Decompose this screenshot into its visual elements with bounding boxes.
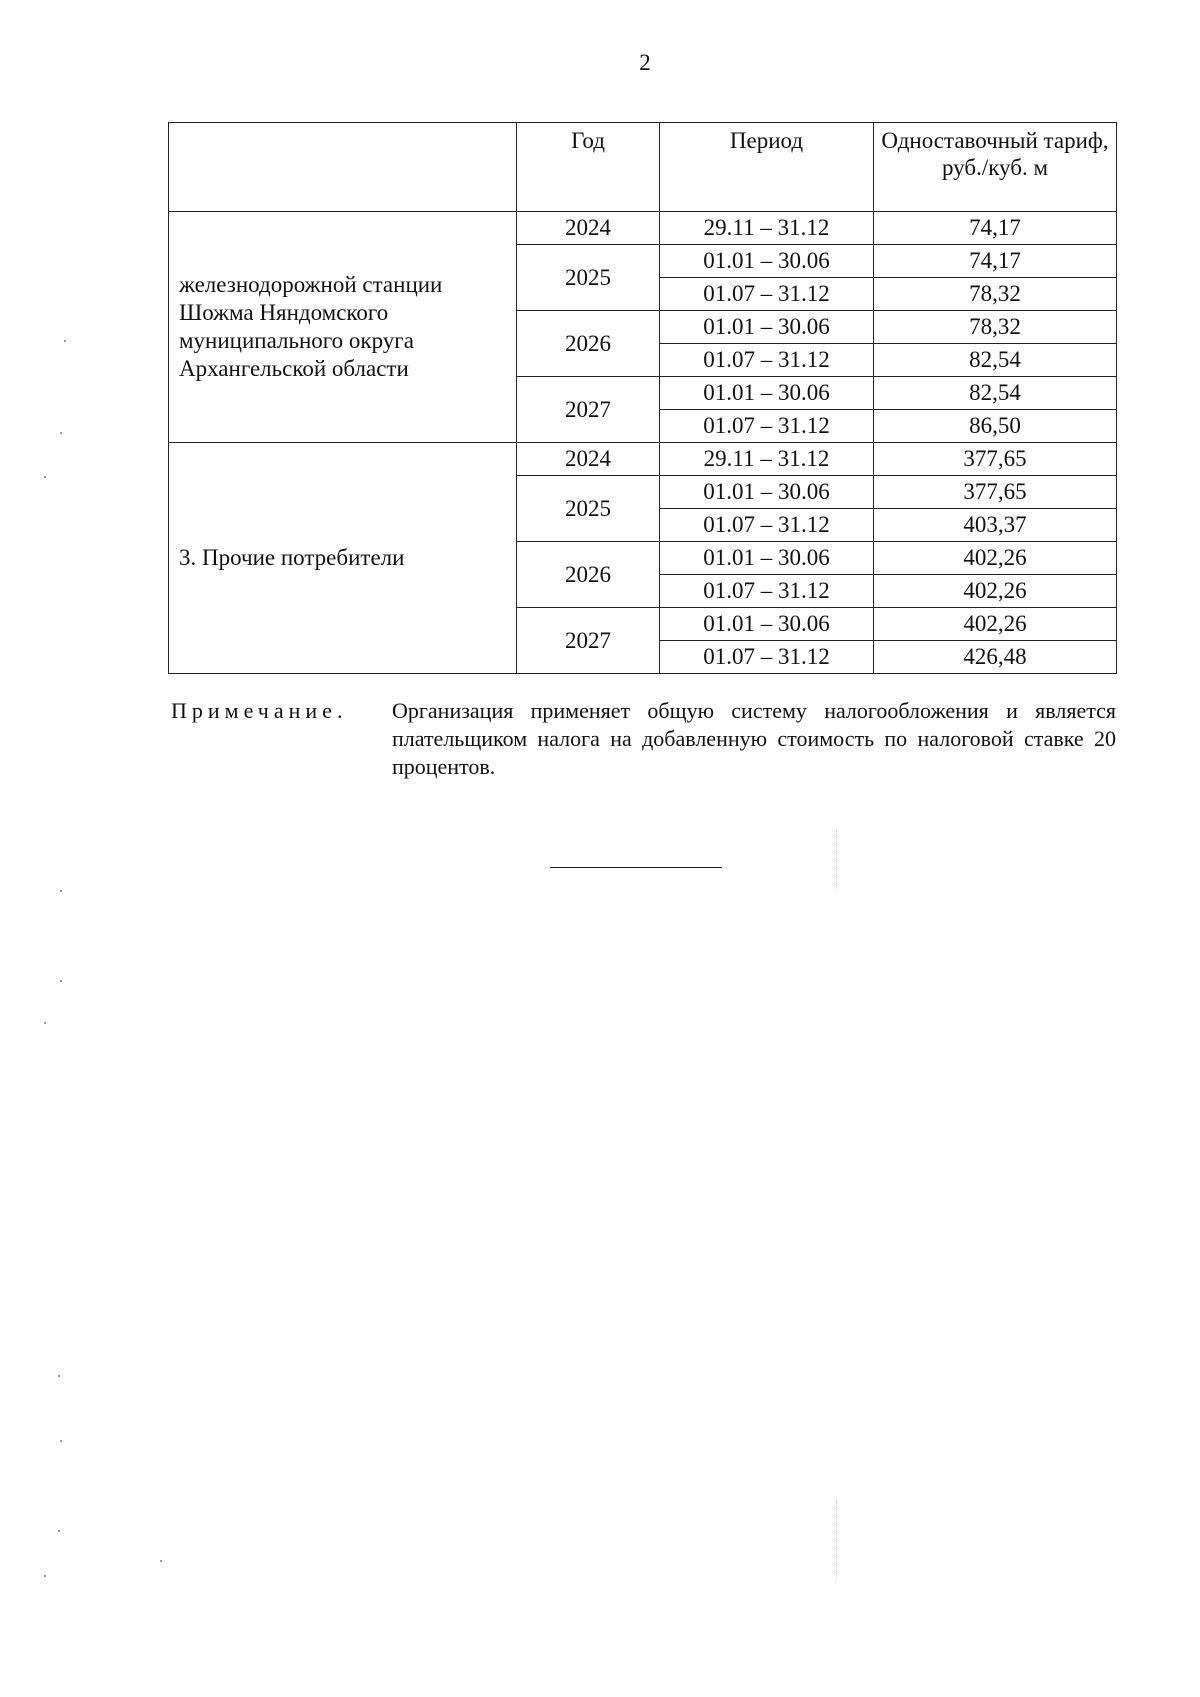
tariff-cell: 82,54 [874, 344, 1117, 377]
scan-speck [44, 1022, 46, 1024]
scan-artifact [836, 1500, 837, 1580]
scan-speck [58, 1375, 60, 1377]
scan-speck [60, 432, 62, 434]
tariff-cell: 74,17 [874, 245, 1117, 278]
period-cell: 01.07 – 31.12 [660, 641, 874, 674]
period-cell: 01.01 – 30.06 [660, 608, 874, 641]
period-cell: 01.07 – 31.12 [660, 278, 874, 311]
scan-speck [60, 890, 62, 892]
period-cell: 01.01 – 30.06 [660, 245, 874, 278]
tariff-cell: 402,26 [874, 608, 1117, 641]
tariff-table [168, 122, 1117, 674]
tariff-cell: 402,26 [874, 542, 1117, 575]
period-cell: 01.01 – 30.06 [660, 476, 874, 509]
table-row [169, 443, 1117, 476]
header-period: Период [660, 123, 874, 212]
consumer-cell: 3. Прочие потребители [169, 443, 517, 674]
note-text: Организация применяет общую систему налогообложения и является плательщиком налога на добавленную стоимость по налоговой ставке 20 процентов. [392, 698, 1116, 779]
consumer-cell: железнодорожной станции Шожма Няндомского муниципального округа Архангельской области [169, 212, 517, 443]
header-consumer [169, 123, 517, 212]
period-cell: 01.01 – 30.06 [660, 311, 874, 344]
tariff-cell: 403,37 [874, 509, 1117, 542]
scan-speck [64, 340, 66, 342]
header-year: Год [517, 123, 660, 212]
year-cell: 2024 [517, 212, 660, 245]
year-cell: 2025 [517, 476, 660, 542]
period-cell: 01.01 – 30.06 [660, 542, 874, 575]
tariff-cell: 86,50 [874, 410, 1117, 443]
scan-speck [44, 476, 46, 478]
note-label: Примечание. [171, 698, 348, 723]
tariff-cell: 78,32 [874, 311, 1117, 344]
year-cell: 2027 [517, 608, 660, 674]
scan-speck [44, 1575, 46, 1577]
scan-speck [160, 1560, 162, 1562]
table-header-row [169, 123, 1117, 212]
year-cell: 2024 [517, 443, 660, 476]
period-cell: 01.07 – 31.12 [660, 410, 874, 443]
scan-speck [60, 1440, 62, 1442]
closing-line [550, 867, 722, 868]
year-cell: 2025 [517, 245, 660, 311]
tariff-cell: 426,48 [874, 641, 1117, 674]
year-cell: 2027 [517, 377, 660, 443]
year-cell: 2026 [517, 311, 660, 377]
page-number: 2 [639, 50, 651, 75]
tariff-cell: 82,54 [874, 377, 1117, 410]
scan-speck [60, 980, 62, 982]
tariff-cell: 78,32 [874, 278, 1117, 311]
tariff-cell: 377,65 [874, 443, 1117, 476]
period-cell: 01.01 – 30.06 [660, 377, 874, 410]
scan-artifact [836, 830, 837, 890]
period-cell: 01.07 – 31.12 [660, 575, 874, 608]
period-cell: 01.07 – 31.12 [660, 344, 874, 377]
period-cell: 01.07 – 31.12 [660, 509, 874, 542]
scan-speck [58, 1530, 60, 1532]
period-cell: 29.11 – 31.12 [660, 443, 874, 476]
table-row [169, 212, 1117, 245]
year-cell: 2026 [517, 542, 660, 608]
header-tariff: Одноставочный тариф, руб./куб. м [874, 123, 1117, 212]
period-cell: 29.11 – 31.12 [660, 212, 874, 245]
tariff-cell: 377,65 [874, 476, 1117, 509]
tariff-cell: 74,17 [874, 212, 1117, 245]
tariff-cell: 402,26 [874, 575, 1117, 608]
